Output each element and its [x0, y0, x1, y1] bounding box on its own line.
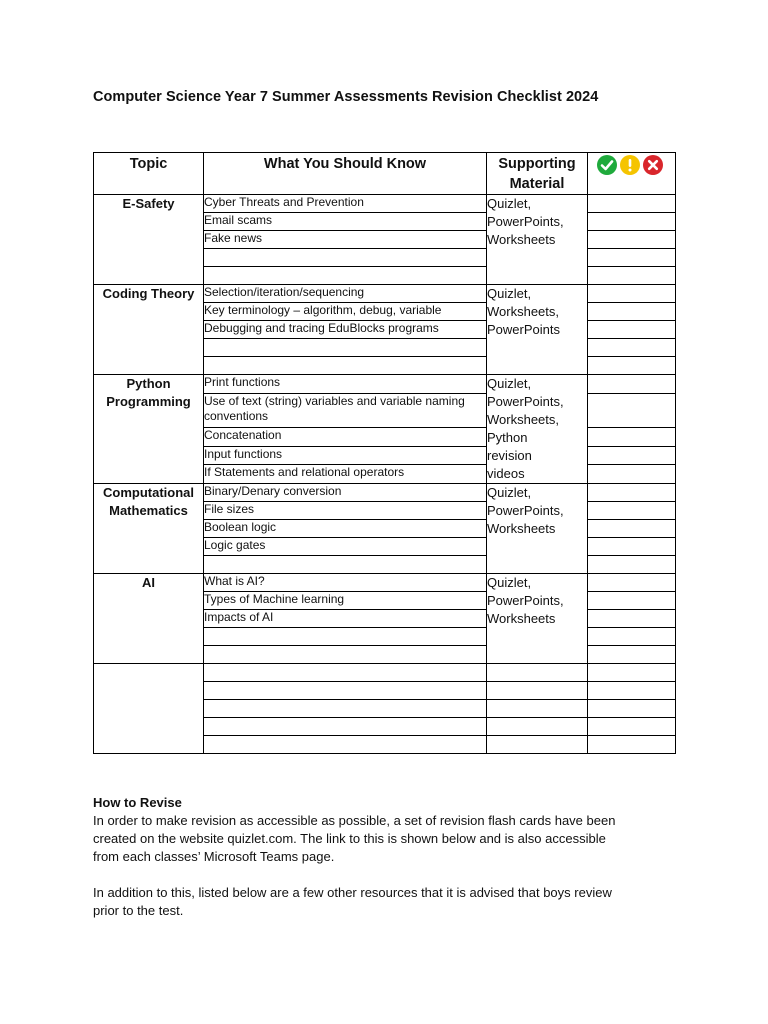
checklist-item: If Statements and relational operators: [204, 465, 487, 484]
status-cell[interactable]: [588, 357, 676, 375]
material-cell-blank: [487, 736, 588, 754]
topic-cell-computational-mathematics: [94, 484, 204, 574]
checklist-item: [204, 339, 487, 357]
status-cell[interactable]: [588, 231, 676, 249]
checklist-item: [204, 357, 487, 375]
checklist-item: [204, 736, 487, 754]
status-cell[interactable]: [588, 321, 676, 339]
topic-cell-coding-theory: Coding Theory: [94, 285, 204, 375]
checklist-item: [204, 718, 487, 736]
checklist-item: [204, 682, 487, 700]
material-line: Worksheets,: [487, 412, 560, 427]
supporting-material-header-line2: Material: [509, 176, 565, 192]
status-cell[interactable]: [588, 285, 676, 303]
material-line: Quizlet,: [487, 376, 532, 391]
material-line: Quizlet,: [487, 286, 532, 301]
checklist-item: Email scams: [204, 213, 487, 231]
paragraph-line: from each classes’ Microsoft Teams page.: [93, 849, 335, 864]
checklist-item: Cyber Threats and Prevention: [204, 195, 487, 213]
material-line: PowerPoints,: [487, 214, 564, 229]
checklist-item: Key terminology – algorithm, debug, variable: [204, 303, 487, 321]
material-line: Worksheets: [487, 521, 556, 536]
material-line: Worksheets: [487, 232, 556, 247]
supporting-material-header-line1: Supporting: [498, 156, 576, 172]
status-cell[interactable]: [588, 610, 676, 628]
topic-cell-ai: AI: [94, 574, 204, 664]
material-cell-python-programming: [487, 375, 588, 484]
checklist-item: What is AI?: [204, 574, 487, 592]
checklist-item: Logic gates: [204, 538, 487, 556]
material-cell-blank: [487, 664, 588, 682]
paragraph-line: In addition to this, listed below are a few other resources that it is advised that boys review: [93, 885, 612, 900]
checklist-item: [204, 628, 487, 646]
material-line: Worksheets,: [487, 304, 560, 319]
status-cell[interactable]: [588, 446, 676, 465]
material-cell-coding-theory: [487, 285, 588, 375]
status-cell[interactable]: [588, 592, 676, 610]
topic-line: Programming: [106, 394, 191, 409]
status-cell[interactable]: [588, 520, 676, 538]
material-cell-blank: [487, 682, 588, 700]
status-cell[interactable]: [588, 484, 676, 502]
checklist-item: Selection/iteration/sequencing: [204, 285, 487, 303]
material-line: Quizlet,: [487, 485, 532, 500]
material-line: Quizlet,: [487, 196, 532, 211]
paragraph-line: prior to the test.: [93, 903, 184, 918]
status-cell[interactable]: [588, 574, 676, 592]
material-cell-blank: [487, 718, 588, 736]
material-line: PowerPoints: [487, 322, 560, 337]
status-cell[interactable]: [588, 267, 676, 285]
status-cell[interactable]: [588, 646, 676, 664]
checklist-item: Concatenation: [204, 428, 487, 447]
topic-line: Mathematics: [109, 503, 188, 518]
checklist-item: [204, 700, 487, 718]
material-line: PowerPoints,: [487, 593, 564, 608]
checklist-item: Print functions: [204, 375, 487, 394]
green-check-icon: [597, 155, 617, 175]
material-cell-blank: [487, 700, 588, 718]
status-cell[interactable]: [588, 339, 676, 357]
topic-header: Topic: [94, 153, 204, 195]
status-cell[interactable]: [588, 465, 676, 484]
material-cell-computational-mathematics: [487, 484, 588, 574]
status-cell[interactable]: [588, 428, 676, 447]
checklist-item: [204, 664, 487, 682]
paragraph-line: In order to make revision as accessible as possible, a set of revision flash cards have been: [93, 813, 616, 828]
material-line: Python: [487, 430, 528, 445]
checklist-item: Debugging and tracing EduBlocks programs: [204, 321, 487, 339]
status-cell[interactable]: [588, 538, 676, 556]
status-icons-header: [588, 153, 676, 195]
status-cell[interactable]: [588, 502, 676, 520]
status-cell[interactable]: [588, 303, 676, 321]
status-cell[interactable]: [588, 393, 676, 428]
checklist-item: File sizes: [204, 502, 487, 520]
material-line: PowerPoints,: [487, 394, 564, 409]
checklist-item: Boolean logic: [204, 520, 487, 538]
checklist-item: Binary/Denary conversion: [204, 484, 487, 502]
material-line: Worksheets: [487, 611, 556, 626]
checklist-item: [204, 556, 487, 574]
material-line: videos: [487, 466, 525, 481]
status-cell[interactable]: [588, 375, 676, 394]
status-cell[interactable]: [588, 556, 676, 574]
status-cell[interactable]: [588, 700, 676, 718]
status-cell[interactable]: [588, 736, 676, 754]
checklist-item: Use of text (string) variables and variable naming conventions: [204, 393, 487, 428]
checklist-item: Fake news: [204, 231, 487, 249]
checklist-item: [204, 267, 487, 285]
paragraph-spacer: [93, 866, 693, 884]
status-cell[interactable]: [588, 664, 676, 682]
topic-line: Computational: [103, 485, 194, 500]
checklist-item: [204, 249, 487, 267]
how-to-revise-section: [93, 794, 693, 920]
material-cell-ai: [487, 574, 588, 664]
yellow-exclamation-icon: [620, 155, 640, 175]
revision-checklist-table: [93, 152, 676, 754]
paragraph-line: created on the website quizlet.com. The link to this is shown below and is also accessible: [93, 831, 606, 846]
red-x-icon: [643, 155, 663, 175]
status-cell[interactable]: [588, 718, 676, 736]
supporting-material-header: [487, 153, 588, 195]
checklist-item: [204, 646, 487, 664]
what-you-should-know-header: What You Should Know: [204, 153, 487, 195]
status-cell[interactable]: [588, 628, 676, 646]
checklist-item: Impacts of AI: [204, 610, 487, 628]
how-to-revise-heading: How to Revise: [93, 795, 182, 810]
status-cell[interactable]: [588, 249, 676, 267]
material-line: revision: [487, 448, 532, 463]
checklist-item: Types of Machine learning: [204, 592, 487, 610]
status-cell[interactable]: [588, 682, 676, 700]
document-title: Computer Science Year 7 Summer Assessments Revision Checklist 2024: [93, 89, 599, 105]
topic-cell-e-safety: E-Safety: [94, 195, 204, 285]
topic-line: Python: [126, 376, 171, 391]
material-line: PowerPoints,: [487, 503, 564, 518]
checklist-item: Input functions: [204, 446, 487, 465]
status-cell[interactable]: [588, 195, 676, 213]
material-cell-e-safety: [487, 195, 588, 285]
material-line: Quizlet,: [487, 575, 532, 590]
topic-cell-python-programming: [94, 375, 204, 484]
status-cell[interactable]: [588, 213, 676, 231]
topic-cell-blank: [94, 664, 204, 754]
